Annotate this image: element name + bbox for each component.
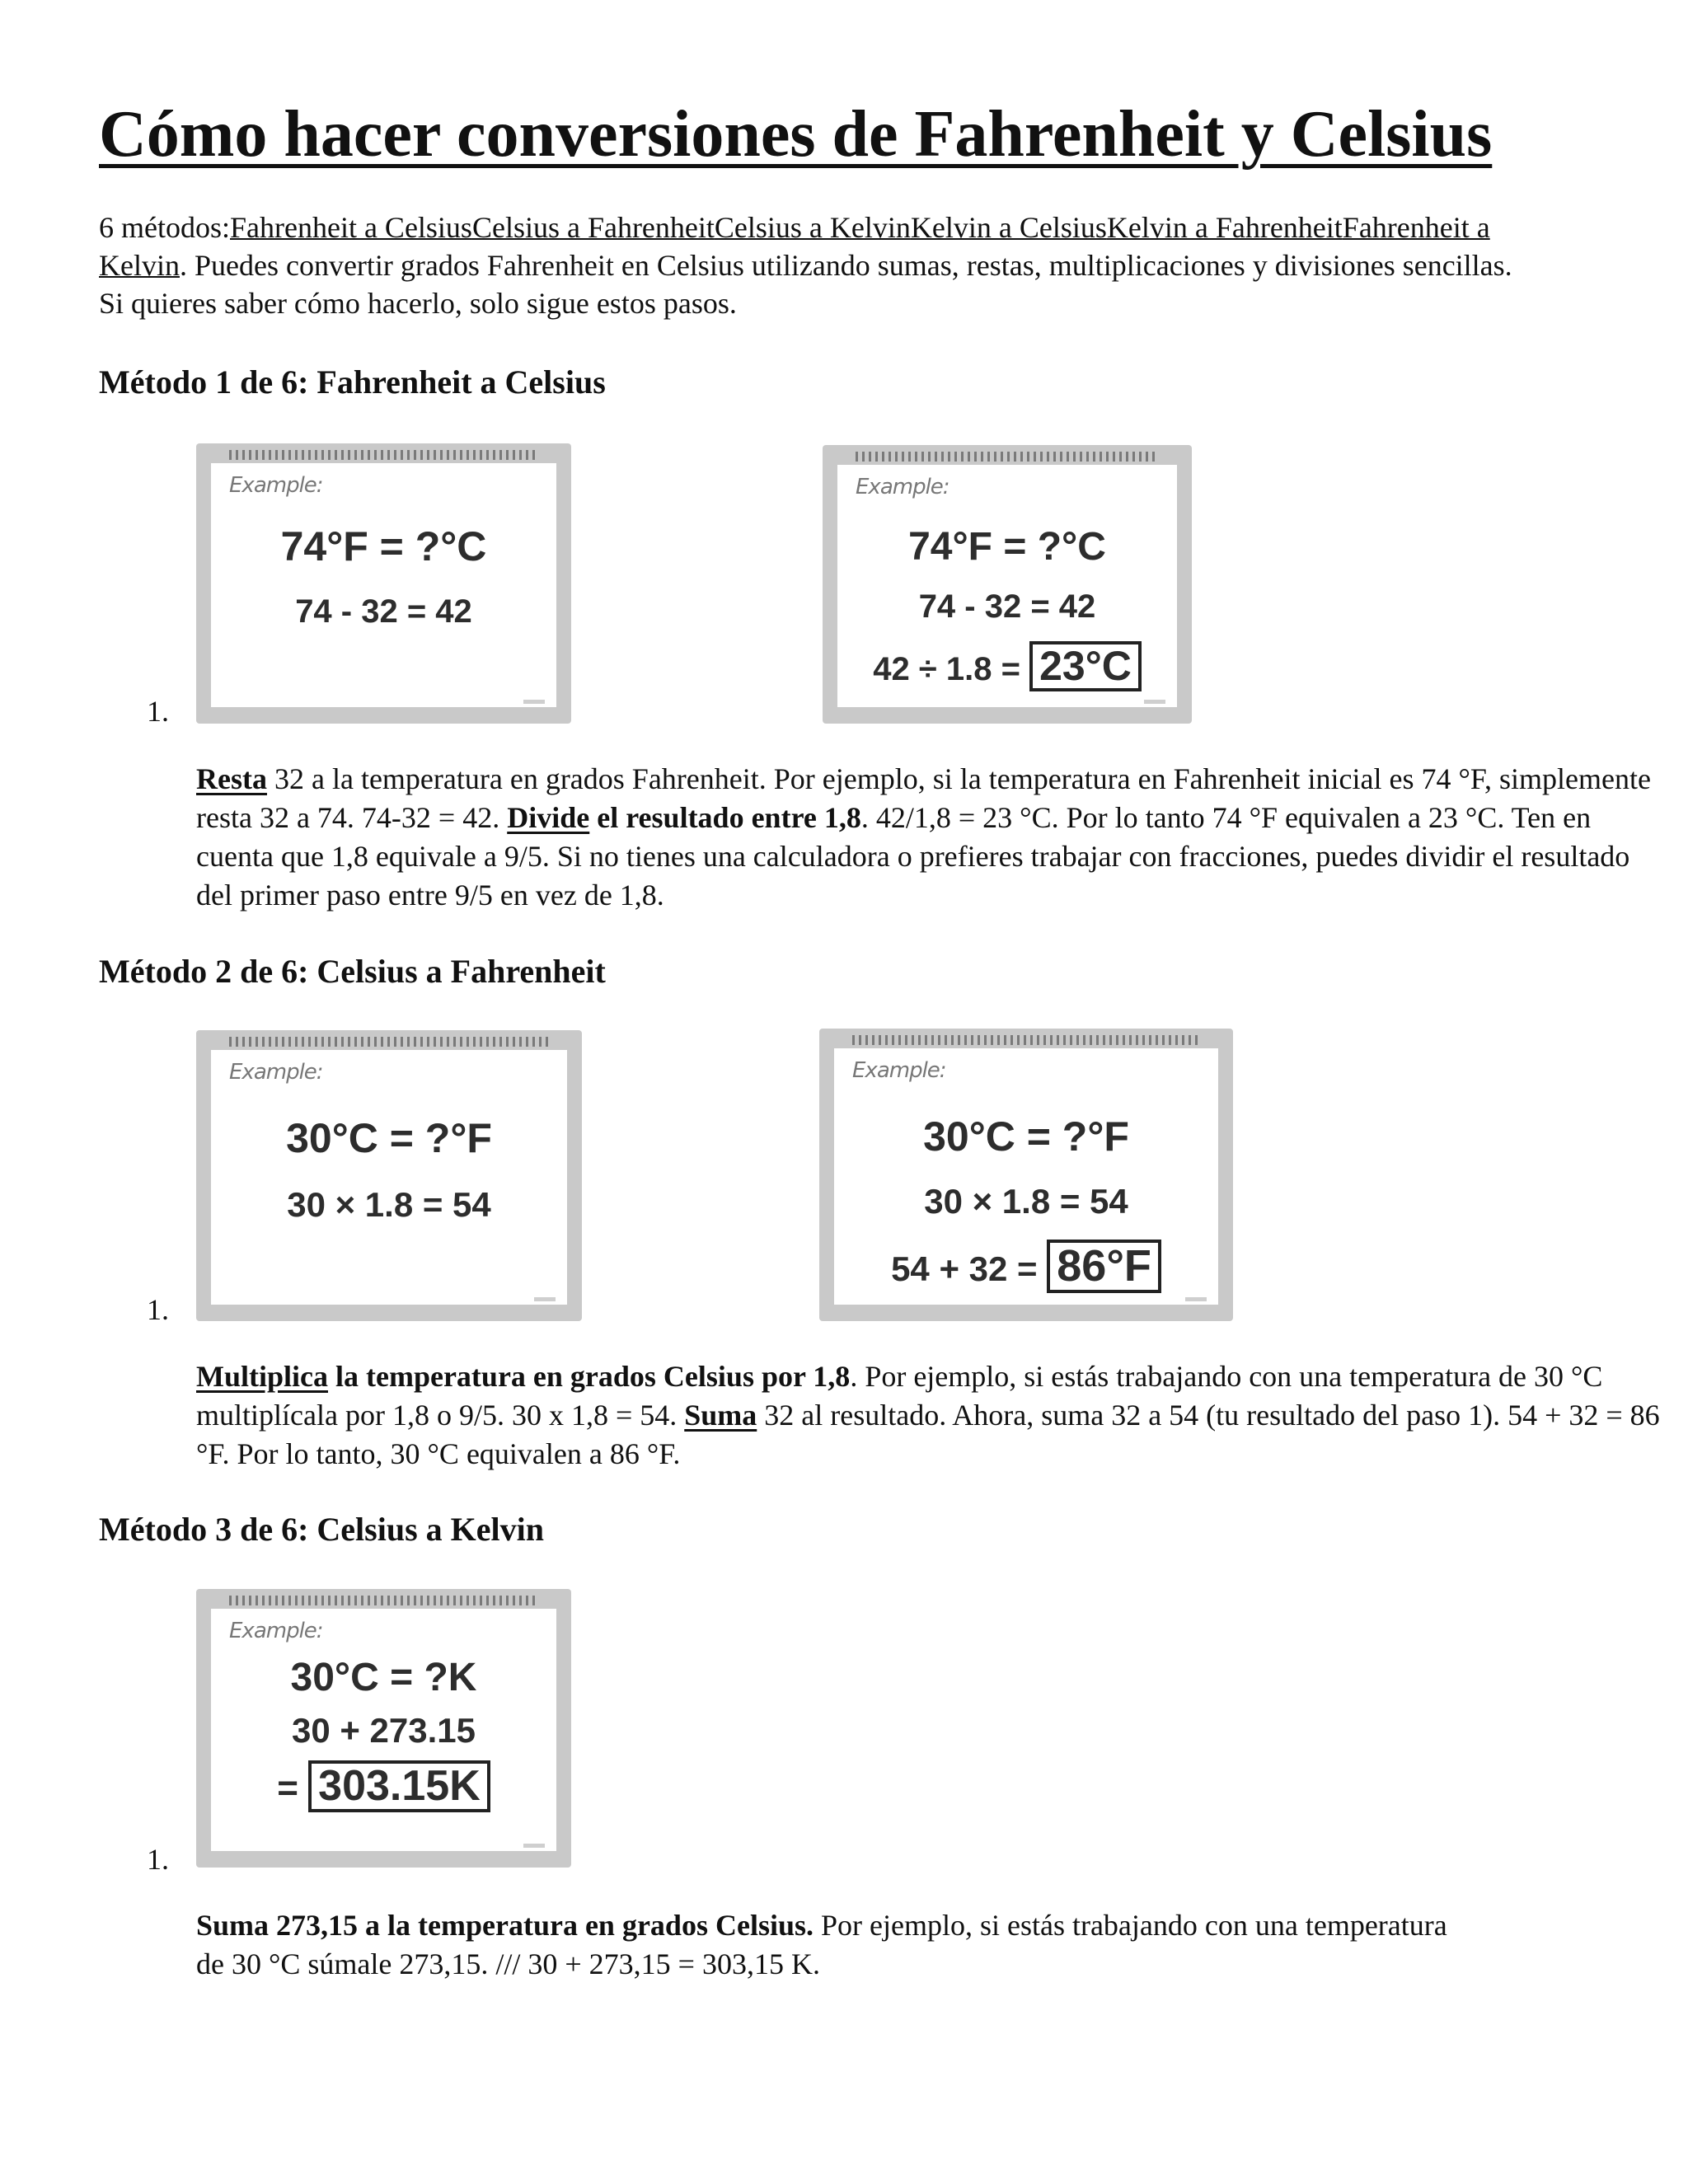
keyword-divide: Divide — [507, 801, 590, 834]
link-kelvin-fahrenheit[interactable]: Kelvin a Fahrenheit — [1106, 211, 1343, 244]
method-3-step-text — [196, 1906, 1449, 1984]
notebook-spiral — [229, 450, 538, 460]
bold-text: Suma 273,15 a la temperatura en grados Celsius. — [196, 1909, 814, 1942]
step-number: 1. — [147, 695, 169, 728]
method-1-heading: Método 1 de 6: Fahrenheit a Celsius — [99, 363, 606, 401]
bold-text: la temperatura en grados Celsius por 1,8 — [328, 1360, 851, 1393]
notebook-spiral — [229, 1596, 538, 1605]
example-line-question: 74°F = ?°C — [908, 525, 1106, 569]
method-3-example-image-1 — [196, 1589, 571, 1868]
example-line-question: 30°C = ?K — [290, 1656, 477, 1699]
method-1-example-image-2 — [823, 445, 1192, 724]
method-2-heading: Método 2 de 6: Celsius a Fahrenheit — [99, 953, 606, 990]
result-prefix: 42 ÷ 1.8 = — [873, 651, 1030, 687]
step-number: 1. — [147, 1293, 169, 1326]
keyword-suma: Suma — [684, 1399, 757, 1432]
watermark — [1185, 1297, 1207, 1301]
method-1-step-text — [196, 760, 1663, 915]
notebook-spiral — [229, 1037, 549, 1047]
text: Por ejemplo, si estás trabajando con una temperatura de 30 °C súmale 273,15. /// 30 + 273,15 = 303,15 K. — [196, 1909, 1447, 1980]
link-celsius-fahrenheit[interactable]: Celsius a Fahrenheit — [471, 211, 715, 244]
watermark — [1144, 700, 1165, 704]
page-title: Cómo hacer conversiones de Fahrenheit y Celsius — [99, 98, 1493, 171]
keyword-multiplica: Multiplica — [196, 1360, 328, 1393]
example-line-result — [834, 1240, 1218, 1293]
example-line-question: 30°C = ?°F — [286, 1115, 492, 1161]
result-box: 23°C — [1029, 641, 1142, 691]
text: 32 a la temperatura en grados Fahrenheit. Por ejemplo, si la temperatura en Fahrenheit inicial es 74 °F, simplemente resta 32 a 74. 74-32 = 42. — [196, 762, 1651, 834]
intro-text: . Puedes convertir grados Fahrenheit en Celsius utilizando sumas, restas, multiplicaciones y divisiones sencillas. Si quieres saber cómo hacerlo, solo sigue estos pasos. — [99, 249, 1512, 320]
example-label: Example: — [229, 1060, 323, 1085]
intro-paragraph — [99, 209, 1517, 322]
text: 32 al resultado. Ahora, suma 32 a 54 (tu resultado del paso 1). 54 + 32 = 86 °F. Por lo tanto, 30 °C equivalen a 86 °F. — [196, 1399, 1660, 1470]
example-line-result — [211, 1760, 556, 1812]
example-line-step: 30 × 1.8 = 54 — [924, 1182, 1128, 1221]
example-line-result — [837, 641, 1177, 691]
example-label: Example: — [229, 473, 323, 498]
method-3-heading: Método 3 de 6: Celsius a Kelvin — [99, 1511, 544, 1548]
link-fahrenheit-celsius[interactable]: Fahrenheit a Celsius — [230, 211, 472, 244]
method-1-example-image-1 — [196, 443, 571, 724]
text: . 42/1,8 = 23 °C. Por lo tanto 74 °F equivalen a 23 °C. Ten en cuenta que 1,8 equivale a 9/5. Si no tienes una calculadora o prefieres trabajar con fracciones, puedes dividir el resultado del primer paso entre 9/5 en vez de 1,8. — [196, 801, 1630, 912]
result-box: 86°F — [1047, 1240, 1161, 1293]
link-kelvin-celsius[interactable]: Kelvin a Celsius — [910, 211, 1107, 244]
intro-prefix: 6 métodos: — [99, 211, 230, 244]
example-line-question: 30°C = ?°F — [923, 1113, 1129, 1160]
example-line-step: 74 - 32 = 42 — [918, 588, 1096, 625]
link-celsius-kelvin[interactable]: Celsius a Kelvin — [714, 211, 911, 244]
method-2-example-image-1 — [196, 1030, 582, 1321]
example-label: Example: — [229, 1619, 323, 1643]
bold-text: el resultado entre 1,8 — [589, 801, 861, 834]
step-number: 1. — [147, 1843, 169, 1876]
text: . Por ejemplo, si estás trabajando con una temperatura de 30 °C multiplícala por 1,8 o 9/5. 30 x 1,8 = 54. — [196, 1360, 1603, 1432]
example-line-step: 74 - 32 = 42 — [295, 593, 472, 630]
watermark — [523, 1844, 545, 1848]
result-prefix: 54 + 32 = — [891, 1249, 1048, 1288]
example-line-step: 30 + 273.15 — [291, 1711, 476, 1750]
example-line-step: 30 × 1.8 = 54 — [287, 1185, 491, 1224]
link-fahrenheit-kelvin[interactable]: Fahrenheit a Kelvin — [99, 211, 1490, 282]
method-2-example-image-2 — [819, 1029, 1233, 1321]
example-label: Example: — [852, 1058, 946, 1083]
keyword-resta: Resta — [196, 762, 267, 795]
example-line-question: 74°F = ?°C — [280, 523, 487, 569]
method-2-step-text — [196, 1357, 1663, 1474]
watermark — [534, 1297, 556, 1301]
result-prefix: = — [277, 1768, 309, 1808]
notebook-spiral — [856, 452, 1159, 462]
notebook-spiral — [852, 1035, 1200, 1045]
watermark — [523, 700, 545, 704]
result-box: 303.15K — [308, 1760, 490, 1812]
example-label: Example: — [856, 475, 950, 499]
